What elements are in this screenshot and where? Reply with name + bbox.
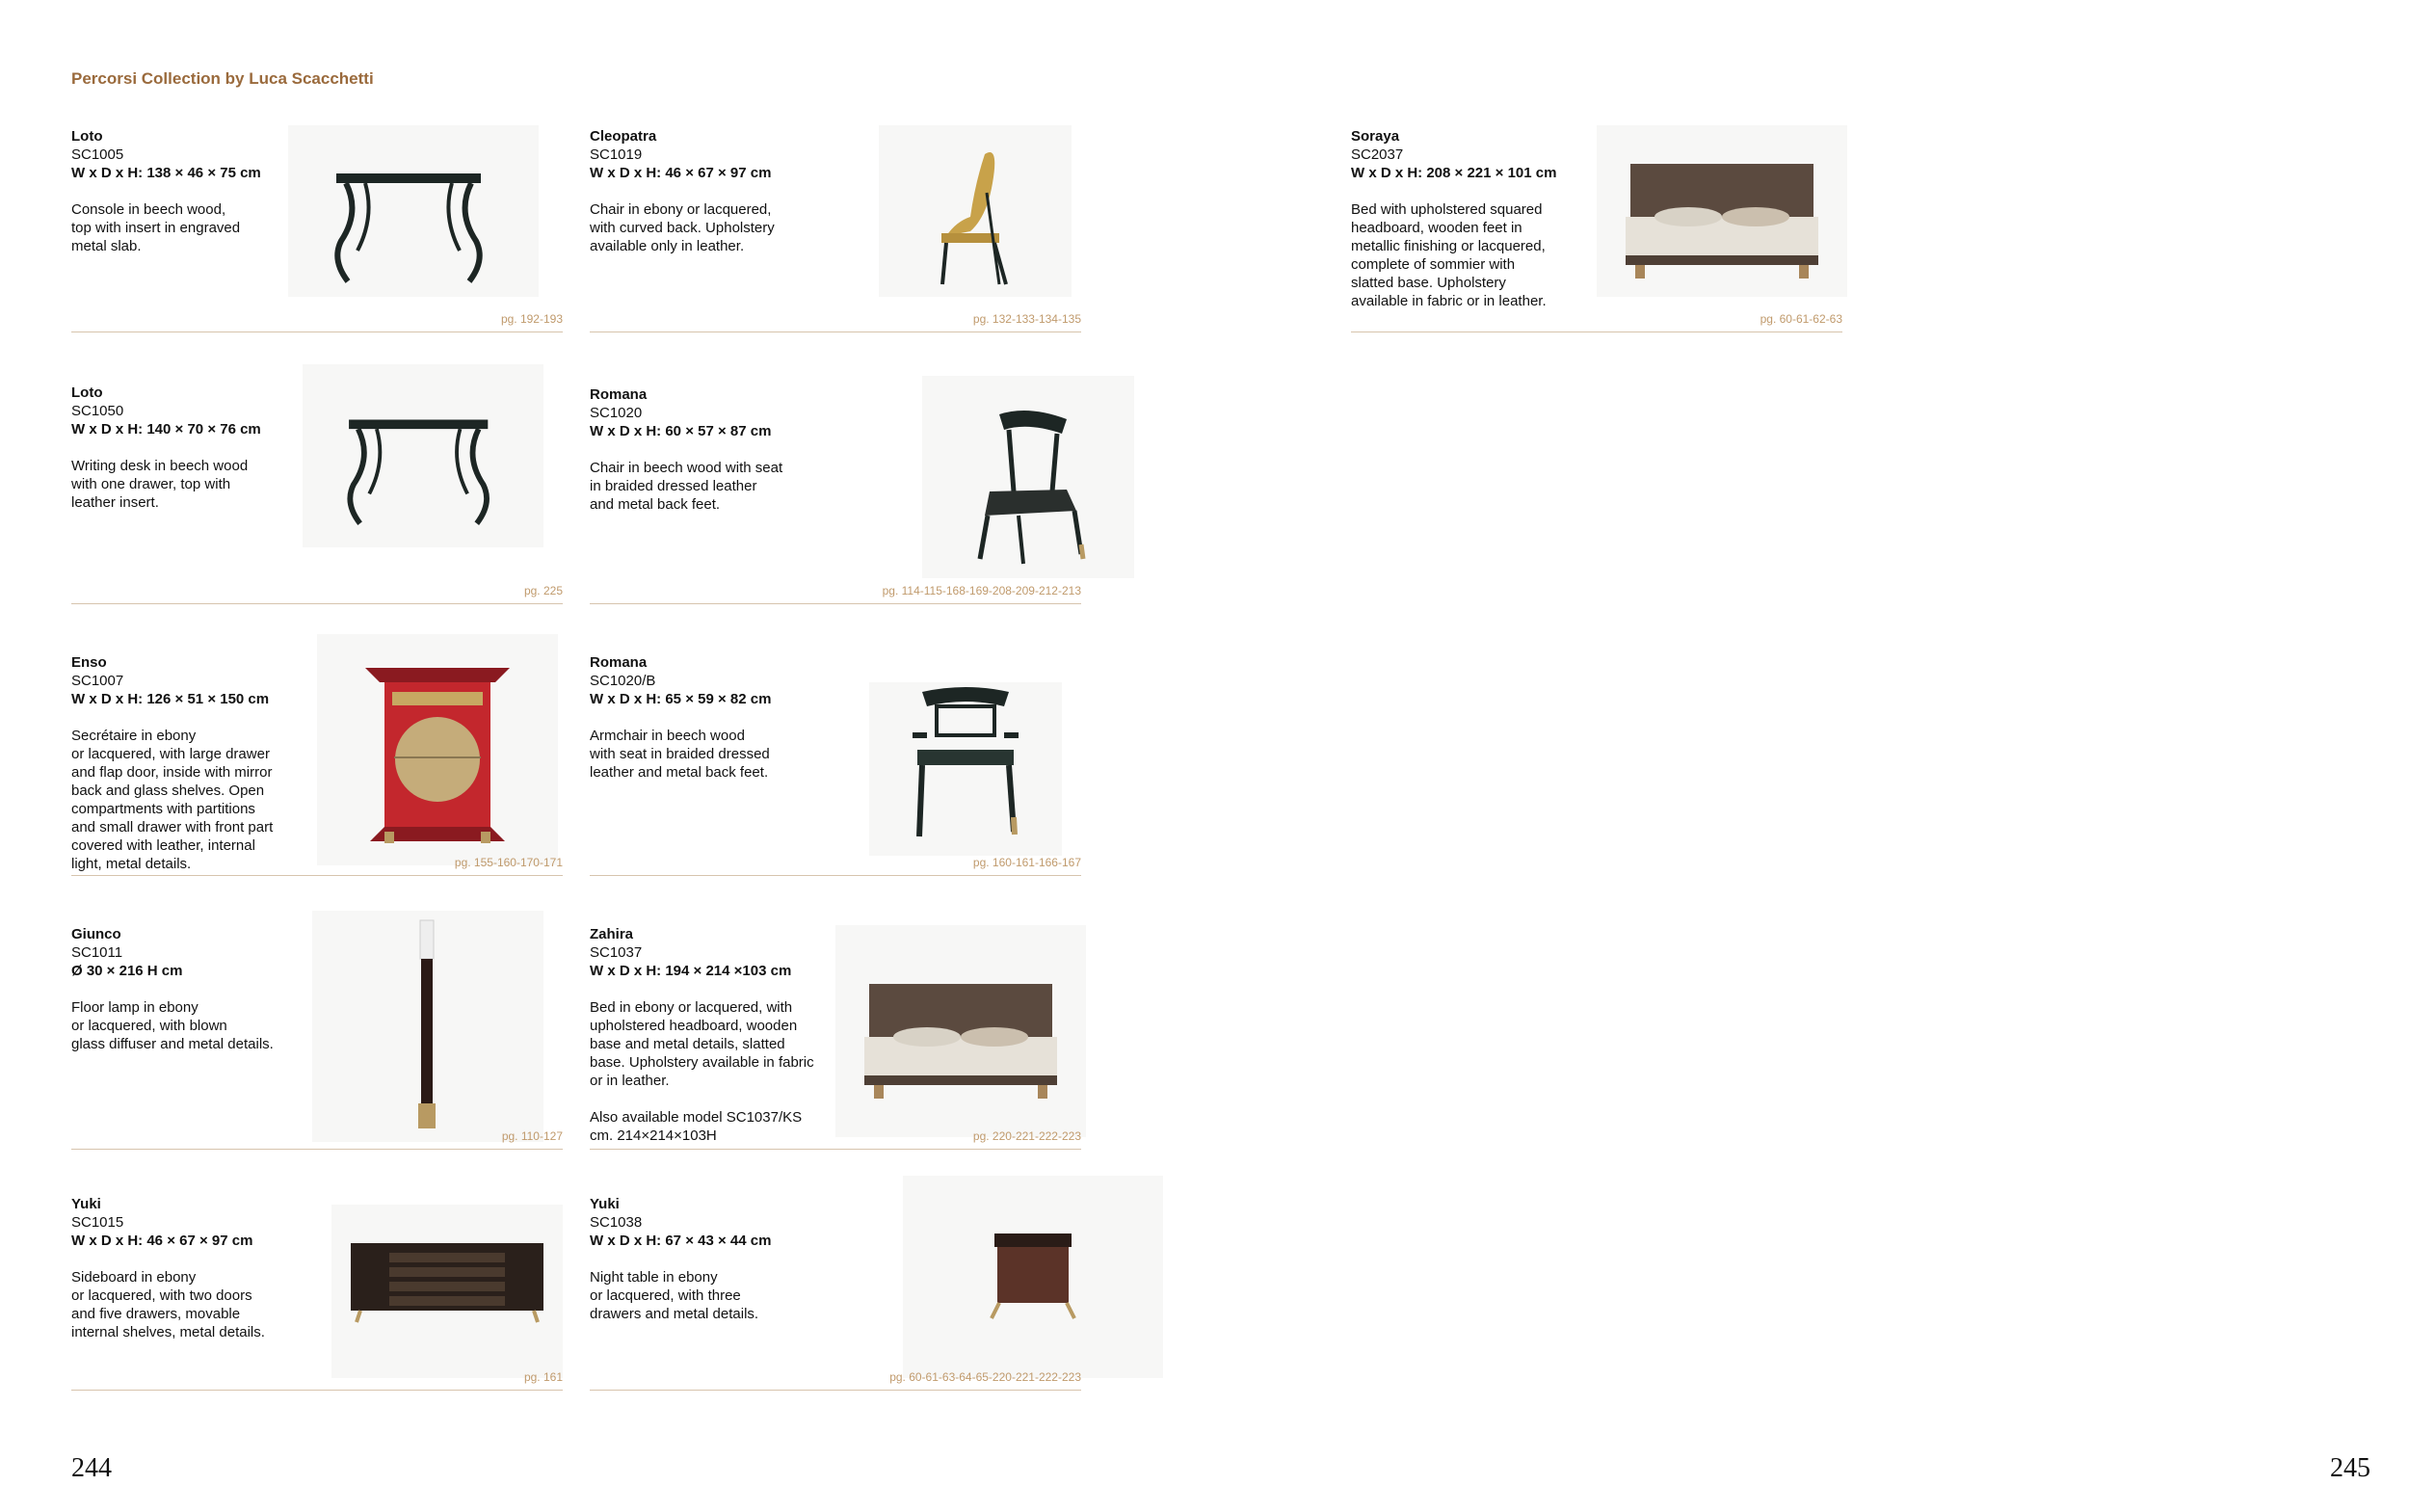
product-code: SC1015 xyxy=(71,1214,124,1231)
product-code: SC1020/B xyxy=(590,673,656,689)
product-description: Chair in ebony or lacquered, with curved back. Upholstery available only in leather. xyxy=(590,201,775,254)
product-card xyxy=(71,384,563,613)
product-dimensions: W x D x H: 46 × 67 × 97 cm xyxy=(590,165,772,181)
left-page-number: 244 xyxy=(71,1453,112,1483)
page-reference: pg. 155-160-170-171 xyxy=(454,856,563,869)
divider xyxy=(590,1149,1081,1150)
bed-icon xyxy=(835,925,1086,1137)
divider xyxy=(71,875,563,876)
product-code: SC2037 xyxy=(1351,146,1404,163)
product-card xyxy=(590,653,1081,885)
product-card xyxy=(590,1195,1081,1399)
product-dimensions: W x D x H: 140 × 70 × 76 cm xyxy=(71,421,261,438)
product-description: Armchair in beech wood with seat in braided dressed leather and metal back feet. xyxy=(590,728,770,781)
product-description: Sideboard in ebony or lacquered, with two doors and five drawers, movable internal shelves, metal details. xyxy=(71,1269,265,1340)
product-card xyxy=(71,653,563,885)
product-info xyxy=(590,925,850,1145)
product-name: Yuki xyxy=(71,1196,101,1212)
product-code: SC1007 xyxy=(71,673,124,689)
night-table-icon xyxy=(903,1176,1163,1378)
curved-chair-icon xyxy=(879,125,1072,297)
product-description: Floor lamp in ebony or lacquered, with blown glass diffuser and metal details. xyxy=(71,999,274,1052)
divider xyxy=(590,875,1081,876)
product-info xyxy=(590,653,850,782)
page-reference: pg. 192-193 xyxy=(500,312,563,326)
product-description: Bed with upholstered squared headboard, wooden feet in metallic finishing or lacquered, complete of sommier with slatted base. Upholstery available in fabric or in leather. xyxy=(1351,201,1547,309)
page-reference: pg. 220-221-222-223 xyxy=(972,1129,1081,1143)
product-dimensions: W x D x H: 46 × 67 × 97 cm xyxy=(71,1233,253,1249)
divider xyxy=(590,1390,1081,1391)
armchair-icon xyxy=(869,682,1062,856)
page-reference: pg. 60-61-62-63 xyxy=(1760,312,1842,326)
product-dimensions: W x D x H: 60 × 57 × 87 cm xyxy=(590,423,772,439)
divider xyxy=(71,603,563,604)
secretaire-icon xyxy=(317,634,558,865)
product-name: Yuki xyxy=(590,1196,620,1212)
product-info xyxy=(71,1195,331,1341)
product-description: Bed in ebony or lacquered, with upholstered headboard, wooden base and metal details, slatted base. Upholstery available in fabric or in leather. xyxy=(590,999,814,1089)
divider xyxy=(590,603,1081,604)
product-code: SC1005 xyxy=(71,146,124,163)
product-description-extra: Also available model SC1037/KS cm. 214×214×103H xyxy=(590,1109,803,1144)
page-reference: pg. 114-115-168-169-208-209-212-213 xyxy=(882,584,1081,597)
product-description: Writing desk in beech wood with one drawer, top with leather insert. xyxy=(71,458,249,511)
product-card xyxy=(590,925,1081,1158)
product-dimensions: Ø 30 × 216 H cm xyxy=(71,963,183,979)
product-dimensions: W x D x H: 65 × 59 × 82 cm xyxy=(590,691,772,707)
product-card xyxy=(1351,127,1842,341)
product-description: Night table in ebony or lacquered, with three drawers and metal details. xyxy=(590,1269,759,1322)
product-description: Secrétaire in ebony or lacquered, with large drawer and flap door, inside with mirror back and glass shelves. Open compartments with partitions and small drawer with front part covered with leather, internal light, metal details. xyxy=(71,728,274,872)
page-reference: pg. 161 xyxy=(523,1370,563,1384)
divider xyxy=(71,1390,563,1391)
divider xyxy=(71,1149,563,1150)
product-code: SC1011 xyxy=(71,944,123,961)
product-name: Loto xyxy=(71,128,103,145)
product-name: Romana xyxy=(590,654,648,671)
product-code: SC1050 xyxy=(71,403,124,419)
page-reference: pg. 225 xyxy=(523,584,563,597)
product-description: Chair in beech wood with seat in braided dressed leather and metal back feet. xyxy=(590,460,783,513)
product-code: SC1037 xyxy=(590,944,643,961)
product-code: SC1019 xyxy=(590,146,643,163)
product-info xyxy=(590,127,850,255)
sideboard-icon xyxy=(331,1205,563,1378)
product-name: Cleopatra xyxy=(590,128,657,145)
product-name: Loto xyxy=(71,385,103,401)
product-dimensions: W x D x H: 138 × 46 × 75 cm xyxy=(71,165,261,181)
product-card xyxy=(71,925,563,1158)
floor-lamp-icon xyxy=(312,911,543,1142)
product-description: Console in beech wood, top with insert in engraved metal slab. xyxy=(71,201,241,254)
bed-icon xyxy=(1597,125,1847,297)
product-info xyxy=(1351,127,1611,310)
product-info xyxy=(590,385,850,514)
collection-title: Percorsi Collection by Luca Scacchetti xyxy=(71,69,374,88)
product-name: Zahira xyxy=(590,926,634,942)
product-dimensions: W x D x H: 126 × 51 × 150 cm xyxy=(71,691,270,707)
right-page-number: 245 xyxy=(2330,1453,2370,1483)
product-card xyxy=(71,127,563,341)
page-reference: pg. 60-61-63-64-65-220-221-222-223 xyxy=(889,1370,1081,1384)
product-code: SC1038 xyxy=(590,1214,643,1231)
product-dimensions: W x D x H: 67 × 43 × 44 cm xyxy=(590,1233,772,1249)
product-card xyxy=(590,127,1081,341)
product-name: Romana xyxy=(590,386,648,403)
product-name: Soraya xyxy=(1351,128,1400,145)
product-dimensions: W x D x H: 208 × 221 × 101 cm xyxy=(1351,165,1557,181)
product-info xyxy=(71,127,331,255)
product-code: SC1020 xyxy=(590,405,643,421)
product-name: Enso xyxy=(71,654,107,671)
product-info xyxy=(71,925,331,1053)
page-reference: pg. 132-133-134-135 xyxy=(972,312,1081,326)
product-info xyxy=(71,384,331,512)
product-name: Giunco xyxy=(71,926,121,942)
page-reference: pg. 160-161-166-167 xyxy=(972,856,1081,869)
product-info xyxy=(71,653,331,873)
product-info xyxy=(590,1195,850,1323)
page-reference: pg. 110-127 xyxy=(501,1129,563,1143)
product-dimensions: W x D x H: 194 × 214 ×103 cm xyxy=(590,963,792,979)
chair-icon xyxy=(922,376,1134,578)
writing-desk-icon xyxy=(303,364,543,547)
product-card xyxy=(590,385,1081,613)
product-card xyxy=(71,1195,563,1399)
